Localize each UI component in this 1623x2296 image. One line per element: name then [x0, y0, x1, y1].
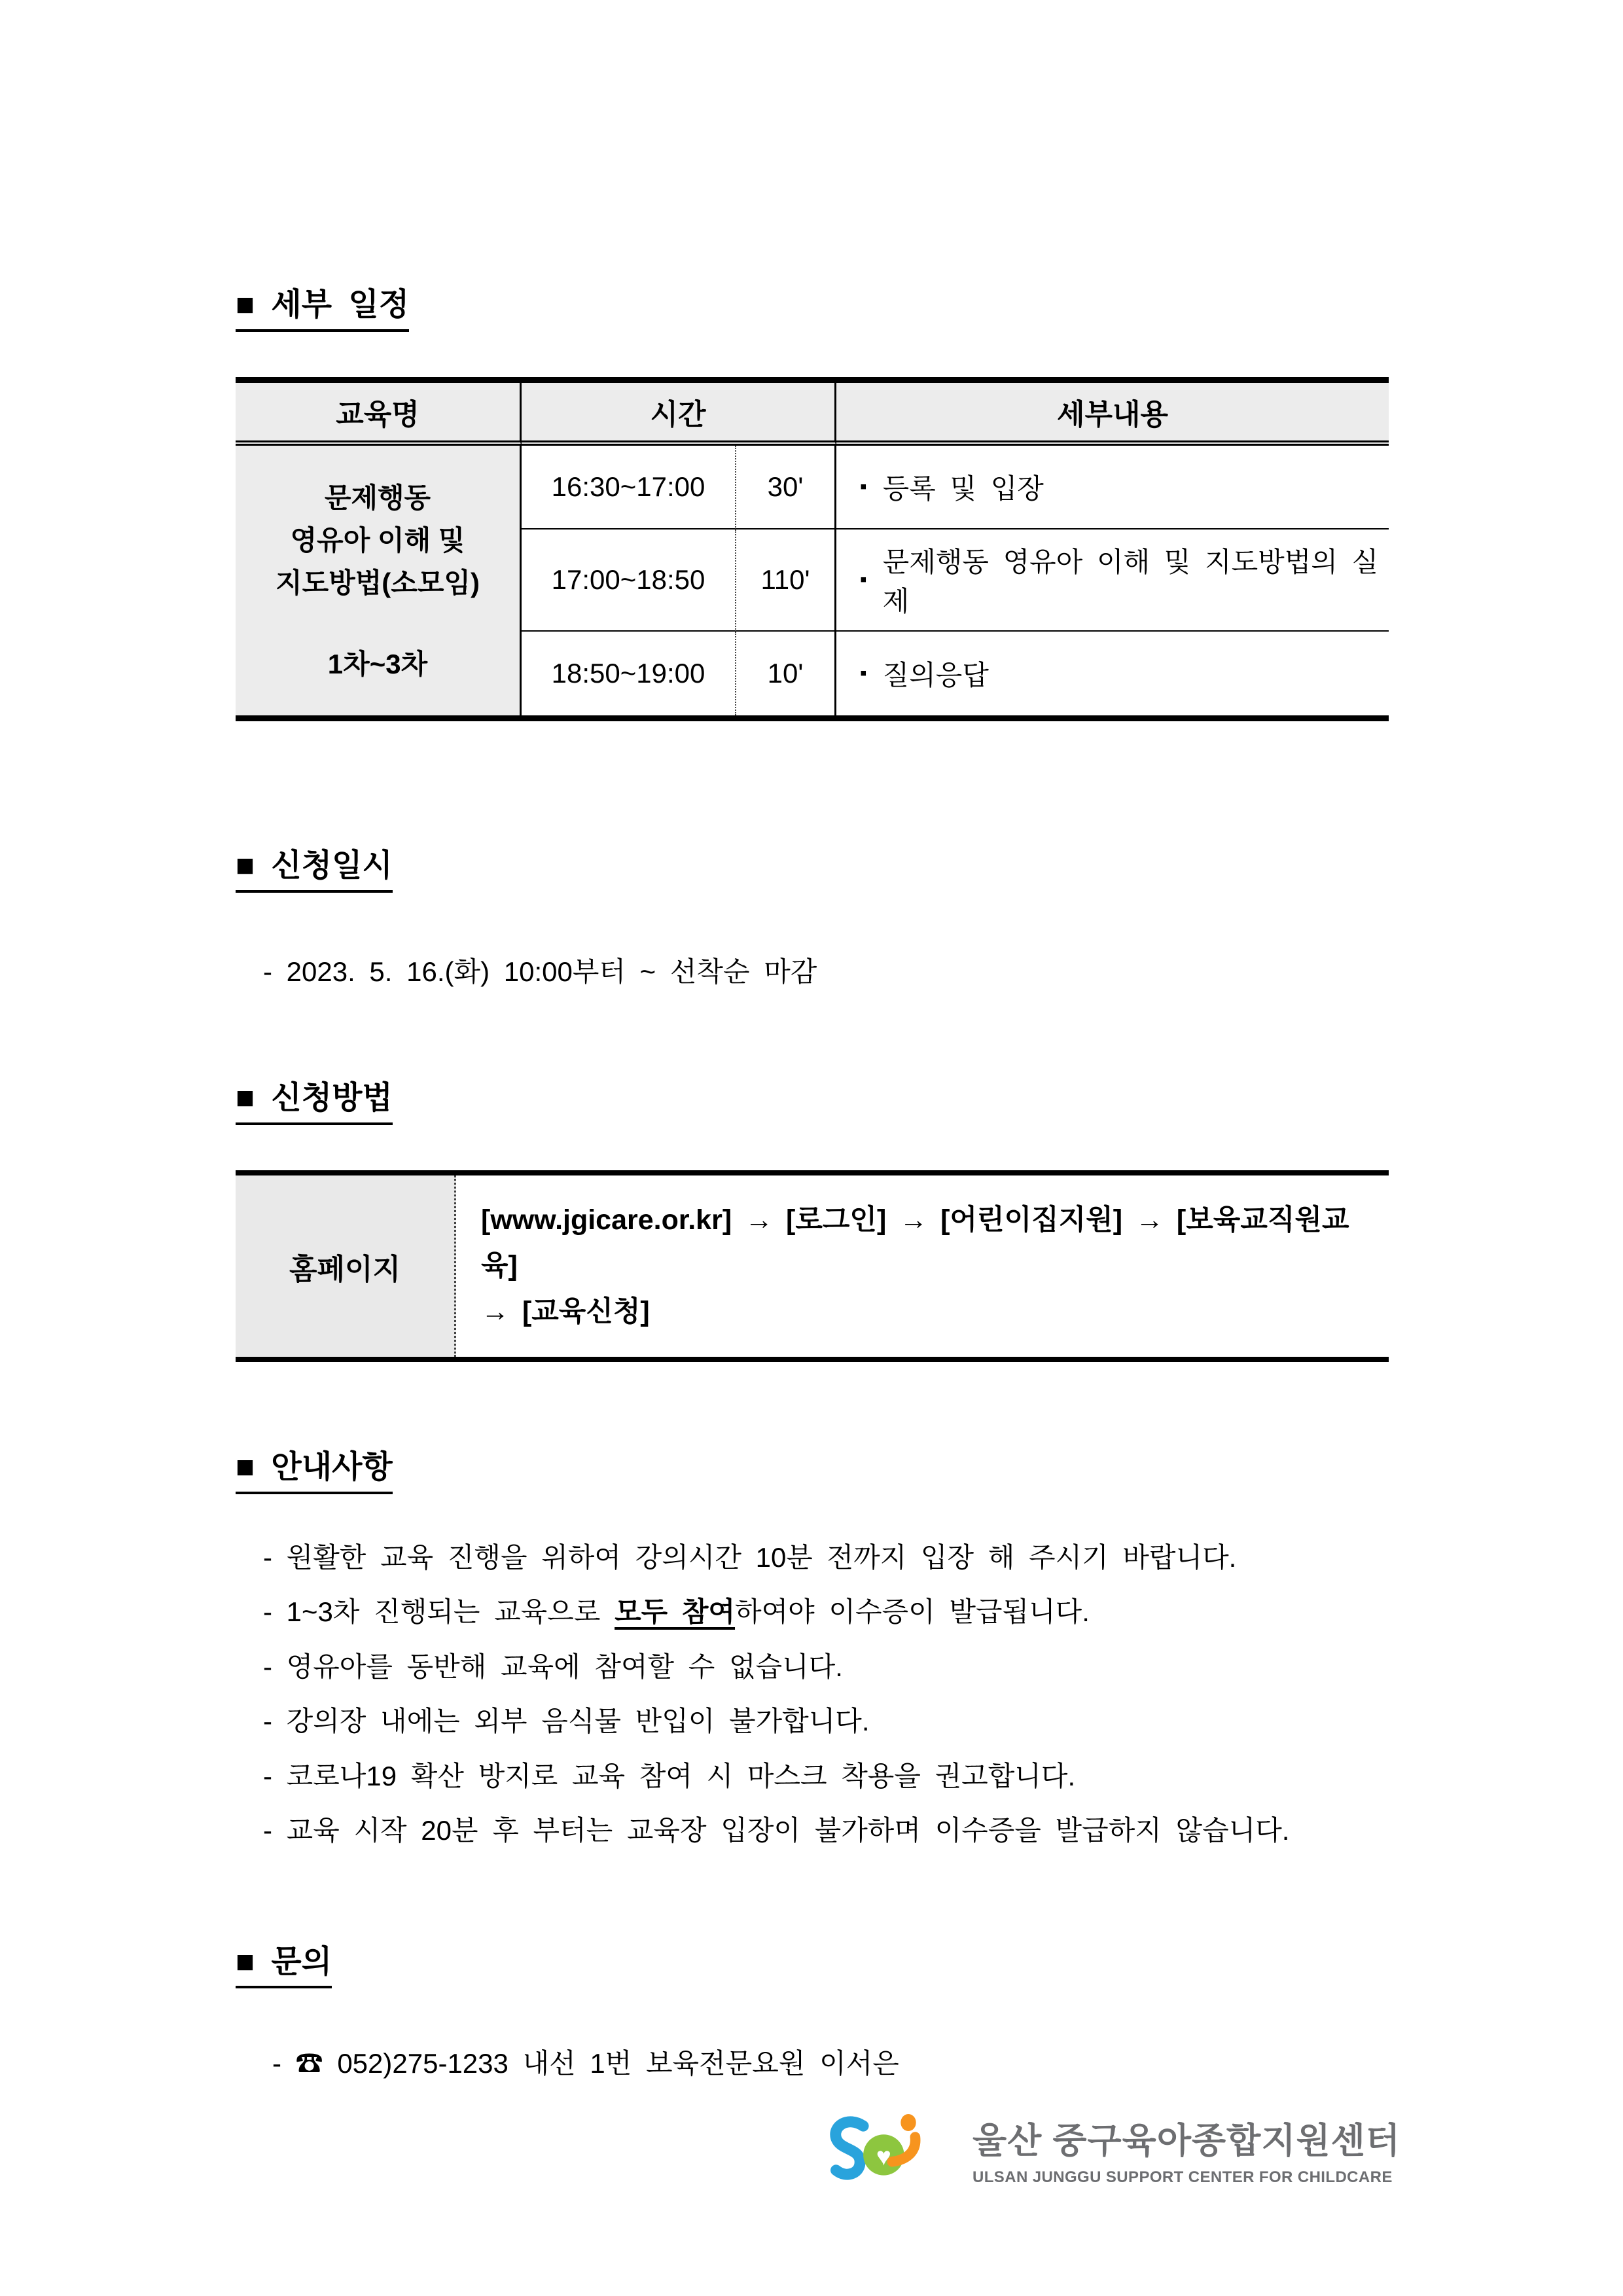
notice-line	[236, 1704, 1389, 1739]
section-inquiry	[236, 1919, 1389, 2081]
detail-text: 질의응답	[882, 660, 989, 691]
course-name-cell	[236, 446, 522, 715]
notice-line	[236, 1541, 1389, 1575]
col-header-time: 시간	[522, 383, 836, 446]
section-schedule	[236, 262, 1389, 721]
schedule-heading: ■ 세부 일정	[236, 288, 409, 332]
logo-orange-head	[901, 2114, 916, 2131]
logo-korean-name: 울산 중구육아종합지원센터	[972, 2121, 1400, 2161]
path-line-1: [www.jgicare.or.kr] → [로그인] → [어린이집지원] → [보육교직원교육]	[481, 1204, 1349, 1282]
inquiry-heading: ■ 문의	[236, 1945, 332, 1989]
apply-datetime-text: - 2023. 5. 16.(화) 10:00부터 ~ 선착순 마감	[263, 956, 817, 987]
childcare-center-logo-icon	[827, 2114, 955, 2185]
square-bullet-icon: ▪	[860, 569, 867, 591]
notices-heading: ■ 안내사항	[236, 1450, 393, 1494]
section-notices	[236, 1424, 1389, 1848]
notice-line	[236, 1814, 1389, 1848]
detail-cell	[836, 529, 1389, 632]
logo-heart: ♥	[876, 2143, 891, 2171]
homepage-label-cell: 홈페이지	[236, 1175, 456, 1357]
notice-line	[236, 1595, 1389, 1630]
logo-blue-s	[836, 2122, 863, 2174]
apply-method-heading: ■ 신청방법	[236, 1081, 393, 1125]
time-cell: 18:50~19:00	[522, 632, 736, 715]
course-line: 영유아 이해 및	[290, 525, 465, 556]
square-bullet-icon: ▪	[860, 662, 867, 685]
duration-cell: 110'	[736, 529, 836, 632]
apply-datetime-heading: ■ 신청일시	[236, 849, 393, 893]
detail-cell	[836, 632, 1389, 715]
detail-text: 문제행동 영유아 이해 및 지도방법의 실제	[882, 547, 1379, 617]
square-bullet-icon: ▪	[860, 476, 867, 498]
course-line: 지도방법(소모임)	[276, 567, 480, 599]
logo-english-name: ULSAN JUNGGU SUPPORT CENTER FOR CHILDCARE	[972, 2168, 1393, 2186]
notice-text: - 코로나19 확산 방지로 교육 참여 시 마스크 착용을 권고합니다.	[263, 1760, 1076, 1791]
notice-line	[236, 1650, 1389, 1685]
time-cell: 17:00~18:50	[522, 529, 736, 632]
section-apply-datetime	[236, 823, 1389, 989]
course-line: 1차~3차	[327, 648, 428, 679]
detail-cell	[836, 446, 1389, 529]
notice-text: - 1~3차 진행되는 교육으로	[263, 1596, 615, 1628]
notice-text: - 영유아를 동반해 교육에 참여할 수 없습니다.	[263, 1651, 843, 1682]
notice-text: - 강의장 내에는 외부 음식물 반입이 불가합니다.	[263, 1706, 870, 1737]
section-apply-method	[236, 1055, 1389, 1362]
apply-method-table	[236, 1170, 1389, 1362]
homepage-path-cell	[456, 1175, 1389, 1357]
inquiry-text: - ☎ 052)275-1233 내선 1번 보육전문요원 이서은	[272, 2048, 899, 2079]
duration-cell: 30'	[736, 446, 836, 529]
notice-text: - 교육 시작 20분 후 부터는 교육장 입장이 불가하며 이수증을 발급하지 않습니다.	[263, 1815, 1290, 1846]
logo-text-block	[972, 2113, 1400, 2187]
col-header-detail: 세부내용	[836, 383, 1389, 446]
duration-cell: 10'	[736, 632, 836, 715]
path-line-2: → [교육신청]	[481, 1295, 650, 1327]
detail-text: 등록 및 입장	[882, 473, 1044, 505]
notice-text: - 원활한 교육 진행을 위하여 강의시간 10분 전까지 입장 해 주시기 바랍니다.	[263, 1541, 1237, 1573]
notice-text: 하여야 이수증이 발급됩니다.	[735, 1596, 1090, 1628]
schedule-table	[236, 377, 1389, 721]
footer-logo	[827, 2113, 1400, 2187]
course-line: 문제행동	[324, 482, 431, 514]
time-cell: 16:30~17:00	[522, 446, 736, 529]
notice-line	[236, 1759, 1389, 1794]
col-header-course: 교육명	[236, 383, 522, 446]
notice-strong: 모두 참여	[615, 1596, 736, 1628]
